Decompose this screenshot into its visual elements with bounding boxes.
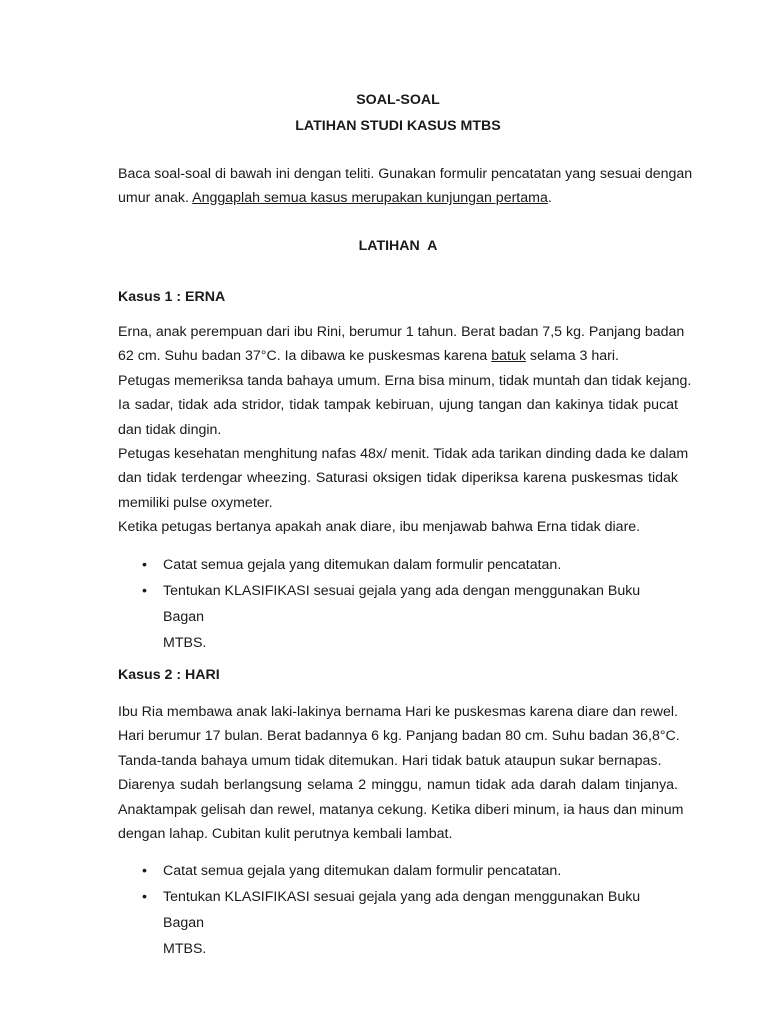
case-1-line: memiliki pulse oxymeter. [118, 494, 273, 511]
case-2-line: Tanda-tanda bahaya umum tidak ditemukan. Hari tidak batuk ataupun sukar bernapas. [118, 752, 662, 769]
case-1-line-text: 62 cm. Suhu badan 37°C. Ia dibawa ke puskesmas karena [118, 348, 492, 365]
bullet-icon: • [142, 889, 147, 905]
case-1-line: Erna, anak perempuan dari ibu Rini, berumur 1 tahun. Berat badan 7,5 kg. Panjang badan [118, 324, 685, 340]
case-1-line [118, 344, 678, 368]
case-1-line: dan tidak dingin. [118, 421, 222, 438]
case-1-heading: Kasus 1 : ERNA [118, 289, 226, 305]
task-item [118, 884, 678, 962]
case-2-tasks [118, 858, 678, 962]
case-2-line: Ibu Ria membawa anak laki-lakinya bernama Hari ke puskesmas karena diare dan rewel. [118, 704, 678, 720]
intro-underlined-note: Anggaplah semua kasus merupakan kunjungan pertama [192, 190, 548, 207]
task-item [118, 858, 678, 884]
bullet-icon: • [142, 557, 147, 573]
document-subtitle: LATIHAN STUDI KASUS MTBS [295, 118, 501, 134]
case-1-line: Ketika petugas bertanya apakah anak diare, ibu menjawab bahwa Erna tidak diare. [118, 519, 641, 536]
intro-paragraph [118, 162, 693, 211]
case-2-heading: Kasus 2 : HARI [118, 667, 220, 683]
document-title: SOAL-SOAL [356, 92, 440, 108]
case-1-line: Petugas kesehatan menghitung nafas 48x/ menit. Tidak ada tarikan dinding dada ke dalam [118, 446, 689, 463]
task-text: MTBS. [163, 941, 207, 957]
task-text: Catat semua gejala yang ditemukan dalam formulir pencatatan. [163, 557, 562, 573]
case-2-paragraph [118, 700, 684, 846]
intro-line-1: Baca soal-soal di bawah ini dengan teliti. Gunakan formulir pencatatan yang sesuai dengan [118, 166, 693, 182]
intro-line-2-prefix: umur anak. [118, 190, 193, 207]
case-2-line: Diarenya sudah berlangsung selama 2 minggu, namun tidak ada darah dalam tinjanya. [118, 777, 678, 794]
bullet-icon: • [142, 583, 147, 599]
intro-line-2 [118, 186, 678, 210]
case-2-line: Hari berumur 17 bulan. Berat badannya 6 kg. Panjang badan 80 cm. Suhu badan 36,8°C. [118, 728, 680, 745]
case-2-line: Anaktampak gelisah dan rewel, matanya cekung. Ketika diberi minum, ia haus dan minum [118, 801, 684, 818]
task-text: MTBS. [163, 635, 207, 651]
task-text: Catat semua gejala yang ditemukan dalam formulir pencatatan. [163, 863, 562, 879]
task-text: Tentukan KLASIFIKASI sesuai gejala yang ada dengan menggunakan Buku Bagan [163, 583, 641, 625]
intro-line-2-suffix: . [547, 190, 552, 207]
task-text: Tentukan KLASIFIKASI sesuai gejala yang ada dengan menggunakan Buku Bagan [163, 889, 641, 931]
case-2-line: dengan lahap. Cubitan kulit perutnya kembali lambat. [118, 826, 453, 843]
bullet-icon: • [142, 863, 147, 879]
task-item [118, 552, 678, 578]
case-1-underlined-word: batuk [491, 348, 526, 365]
case-1-line: Ia sadar, tidak ada stridor, tidak tampak kebiruan, ujung tangan dan kakinya tidak pucat [118, 397, 678, 414]
case-1-tasks [118, 552, 678, 656]
case-1-line-text: selama 3 hari. [525, 348, 619, 365]
section-title: LATIHAN A [358, 238, 438, 254]
case-1-line: dan tidak terdengar wheezing. Saturasi oksigen tidak diperiksa karena puskesmas tidak [118, 470, 678, 487]
task-item [118, 578, 678, 656]
case-1-paragraph [118, 320, 692, 540]
case-1-line: Petugas memeriksa tanda bahaya umum. Erna bisa minum, tidak muntah dan tidak kejang. [118, 372, 692, 389]
